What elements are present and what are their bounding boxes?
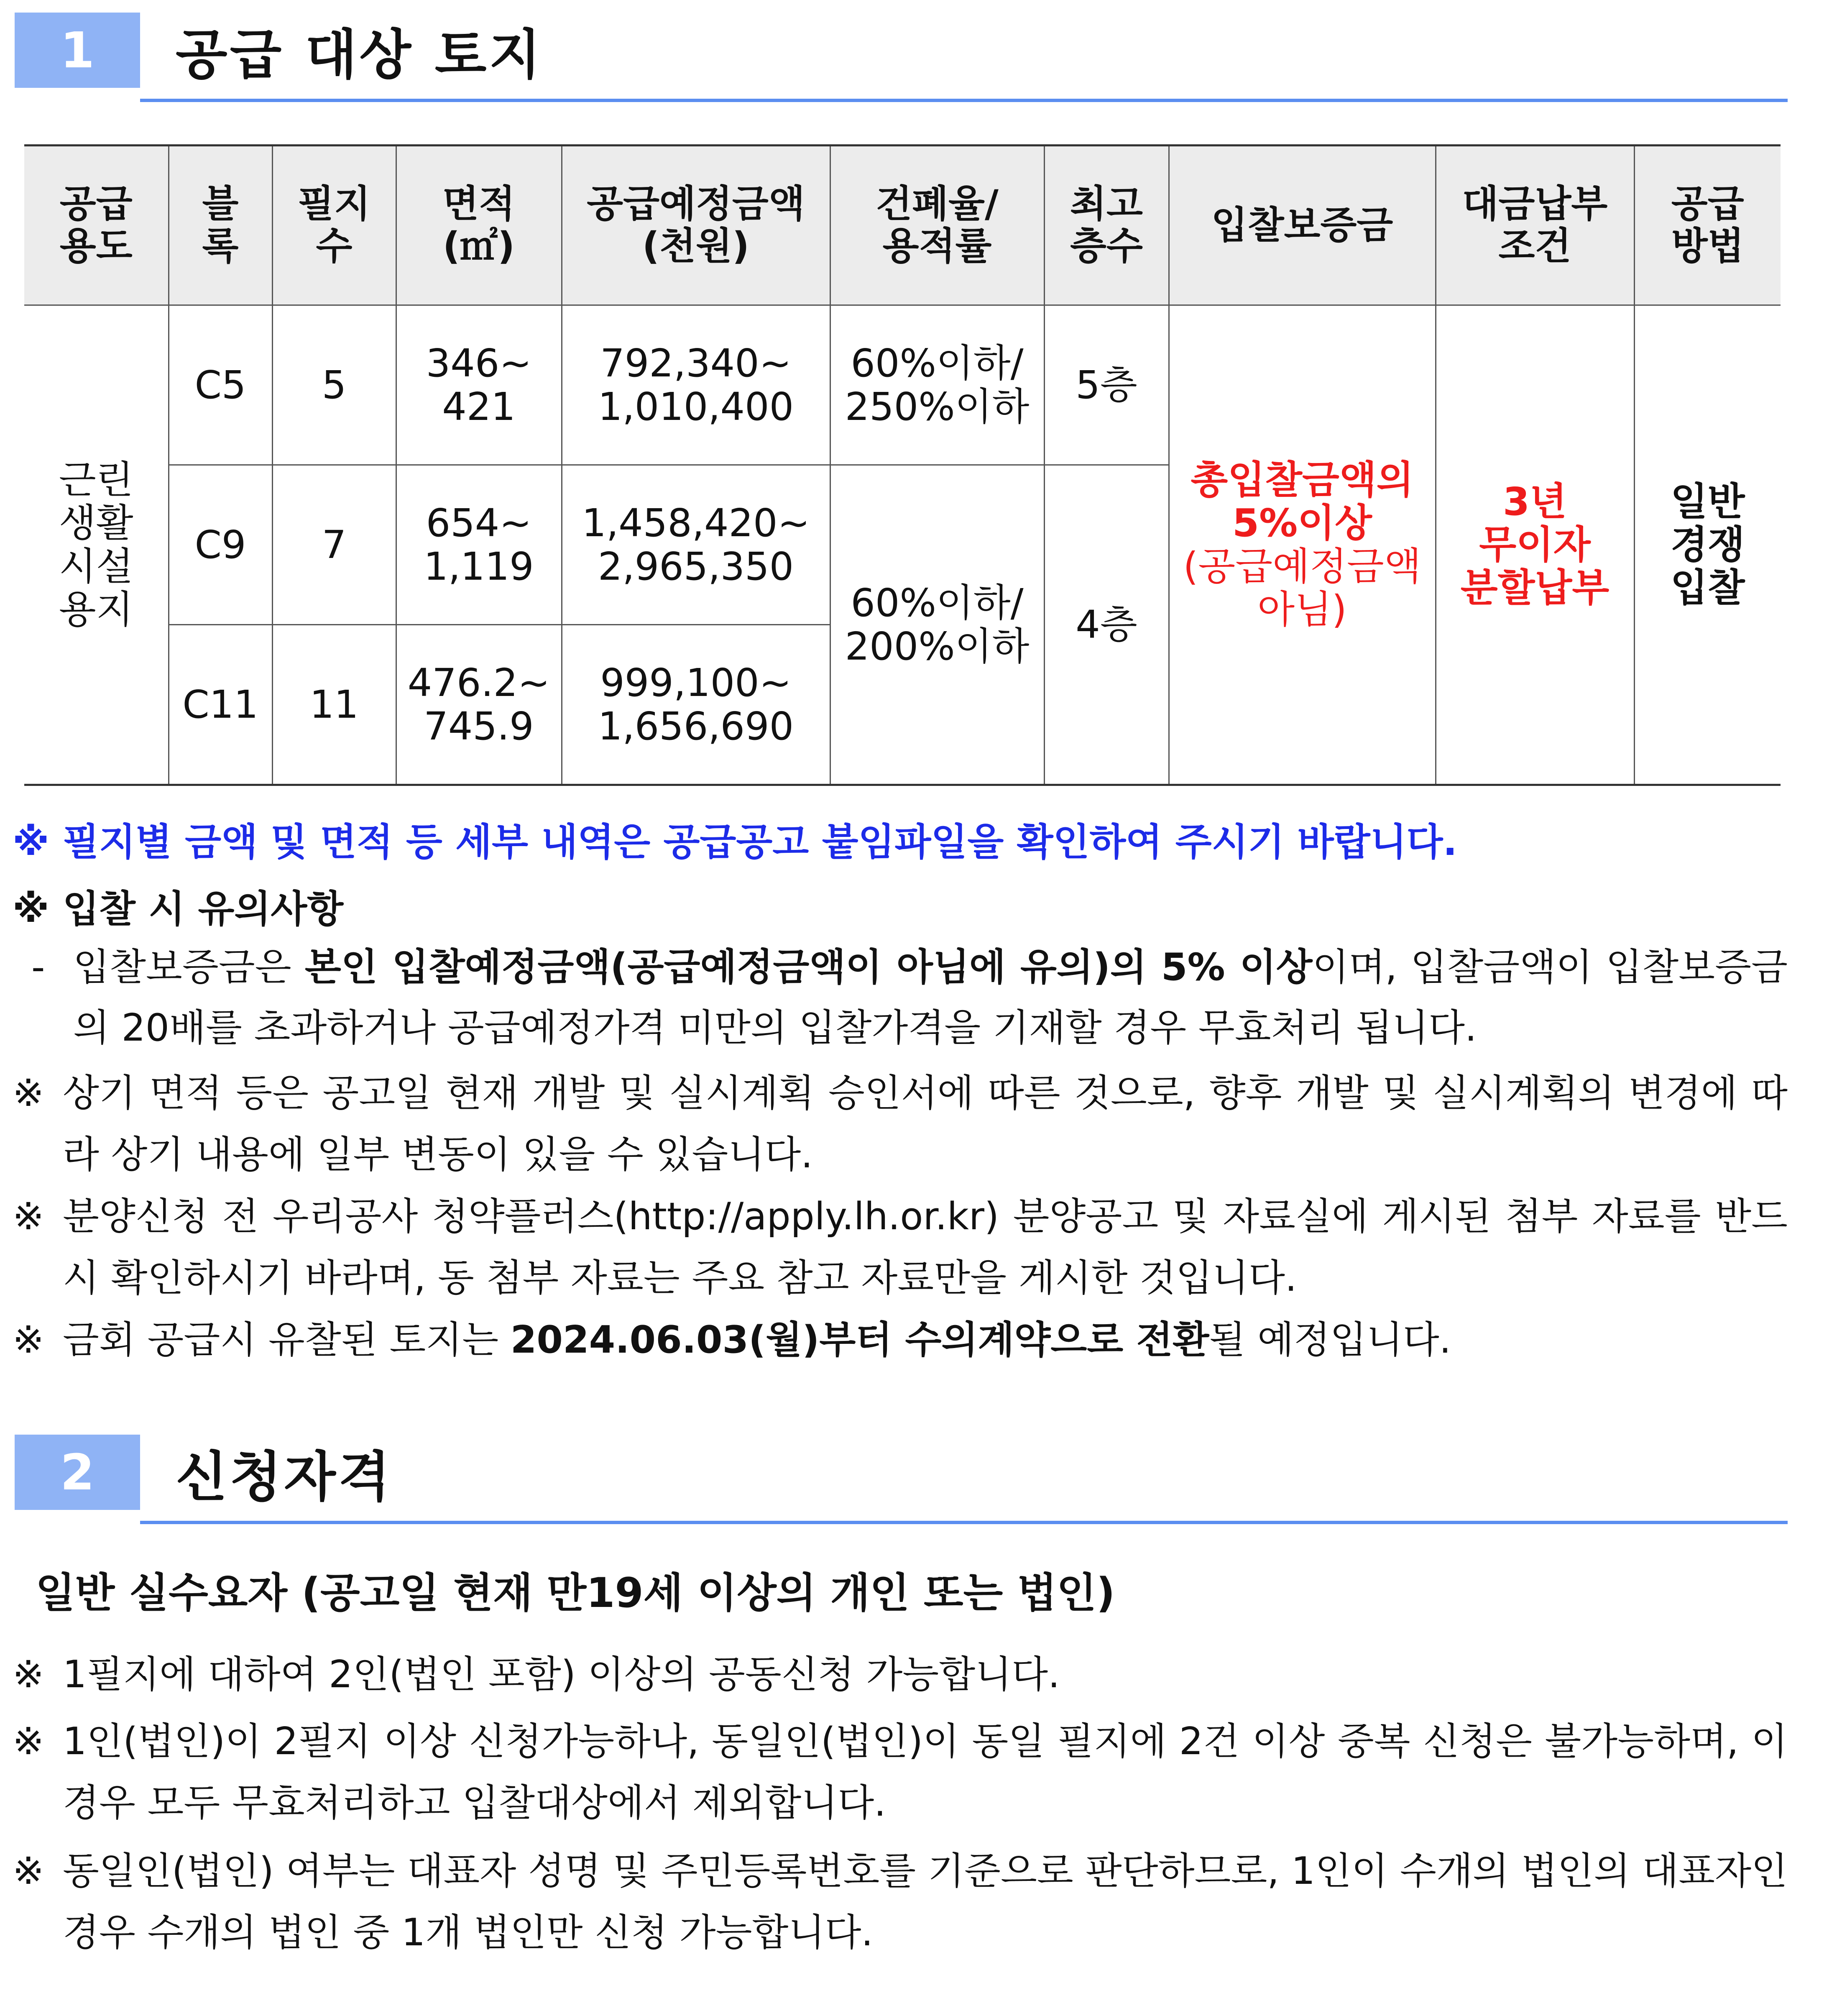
supply-table — [24, 144, 1781, 786]
price-cell: 792,340~ 1,010,400 — [562, 305, 830, 465]
section-2-header — [15, 1435, 1788, 1510]
header-block: 블 록 — [169, 146, 272, 305]
use-cell: 근린 생활 시설 용지 — [24, 305, 169, 785]
section-number: 1 — [15, 13, 140, 88]
eligibility-note-2: ※ 1인(법인)이 2필지 이상 신청가능하나, 동일인(법인)이 동일 필지에 2건 이상 중복 신청은 불가능하며, 이 경우 모두 무효처리하고 입찰대상에서 제외합니다. — [13, 1719, 1788, 1825]
header-use: 공급 용도 — [24, 146, 169, 305]
eligibility-note-1: ※ 1필지에 대하여 2인(법인 포함) 이상의 공동신청 가능합니다. — [13, 1653, 1060, 1696]
section-1-header — [15, 13, 1788, 88]
block-cell: C11 — [169, 625, 272, 785]
deposit-cell: 총입찰금액의 5%이상 (공급예정금액 아님) — [1169, 305, 1436, 785]
section-title: 공급 대상 토지 — [176, 24, 544, 86]
parcels-cell: 11 — [272, 625, 396, 785]
caution-heading: ※ 입찰 시 유의사항 — [13, 887, 344, 931]
section-divider — [140, 1521, 1788, 1524]
price-cell: 999,100~ 1,656,690 — [562, 625, 830, 785]
block-cell: C9 — [169, 465, 272, 625]
area-change-note: ※ 상기 면적 등은 공고일 현재 개발 및 실시계획 승인서에 따른 것으로, 향후 개발 및 실시계획의 변경에 따라 상기 내용에 일부 변동이 있을 수 있습니다. — [13, 1071, 1788, 1177]
caution-detail: - 입찰보증금은 본인 입찰예정금액(공급예정금액이 아님에 유의)의 5% 이상이며, 입찰금액이 입찰보증금의 20배를 초과하거나 공급예정가격 미만의 입찰가격을 기재할 경우 무효처리 됩니다. — [31, 945, 1788, 1050]
header-ratio: 건폐율/ 용적률 — [830, 146, 1044, 305]
parcels-cell: 7 — [272, 465, 396, 625]
section-number: 2 — [15, 1435, 140, 1510]
header-parcels: 필지 수 — [272, 146, 396, 305]
payment-cell: 3년 무이자 분할납부 — [1436, 305, 1634, 785]
price-cell: 1,458,420~ 2,965,350 — [562, 465, 830, 625]
header-area: 면적 (㎡) — [396, 146, 562, 305]
table-header-row — [24, 146, 1781, 305]
header-payment: 대금납부 조건 — [1436, 146, 1634, 305]
floors-cell: 5층 — [1044, 305, 1169, 465]
area-cell: 654~ 1,119 — [396, 465, 562, 625]
header-method: 공급 방법 — [1634, 146, 1781, 305]
header-floors: 최고 층수 — [1044, 146, 1169, 305]
eligibility-note-3: ※ 동일인(법인) 여부는 대표자 성명 및 주민등록번호를 기준으로 판단하므로, 1인이 수개의 법인의 대표자인 경우 수개의 법인 중 1개 법인만 신청 가능합니다. — [13, 1849, 1788, 1955]
ratio-cell: 60%이하/ 200%이하 — [830, 465, 1044, 785]
area-cell: 346~ 421 — [396, 305, 562, 465]
ratio-cell: 60%이하/ 250%이하 — [830, 305, 1044, 465]
parcels-cell: 5 — [272, 305, 396, 465]
block-cell: C5 — [169, 305, 272, 465]
floors-cell: 4층 — [1044, 465, 1169, 785]
private-contract-note: ※ 금회 공급시 유찰된 토지는 2024.06.03(월)부터 수의계약으로 전환될 예정입니다. — [13, 1318, 1451, 1362]
method-cell: 일반 경쟁 입찰 — [1634, 305, 1781, 785]
document-check-note: ※ 분양신청 전 우리공사 청약플러스(http://apply.lh.or.kr) 분양공고 및 자료실에 게시된 첨부 자료를 반드시 확인하시기 바라며, 동 첨부 자료는 주요 참고 자료만을 게시한 것입니다. — [13, 1195, 1788, 1300]
area-cell: 476.2~ 745.9 — [396, 625, 562, 785]
detail-notice: ※ 필지별 금액 및 면적 등 세부 내역은 공급공고 붙임파일을 확인하여 주시기 바랍니다. — [13, 820, 1457, 864]
header-deposit: 입찰보증금 — [1169, 146, 1436, 305]
table-row — [24, 305, 1781, 465]
section-divider — [140, 99, 1788, 102]
eligibility-subtitle: 일반 실수요자 (공고일 현재 만19세 이상의 개인 또는 법인) — [36, 1569, 1115, 1617]
section-title: 신청자격 — [176, 1446, 393, 1508]
header-price: 공급예정금액 (천원) — [562, 146, 830, 305]
